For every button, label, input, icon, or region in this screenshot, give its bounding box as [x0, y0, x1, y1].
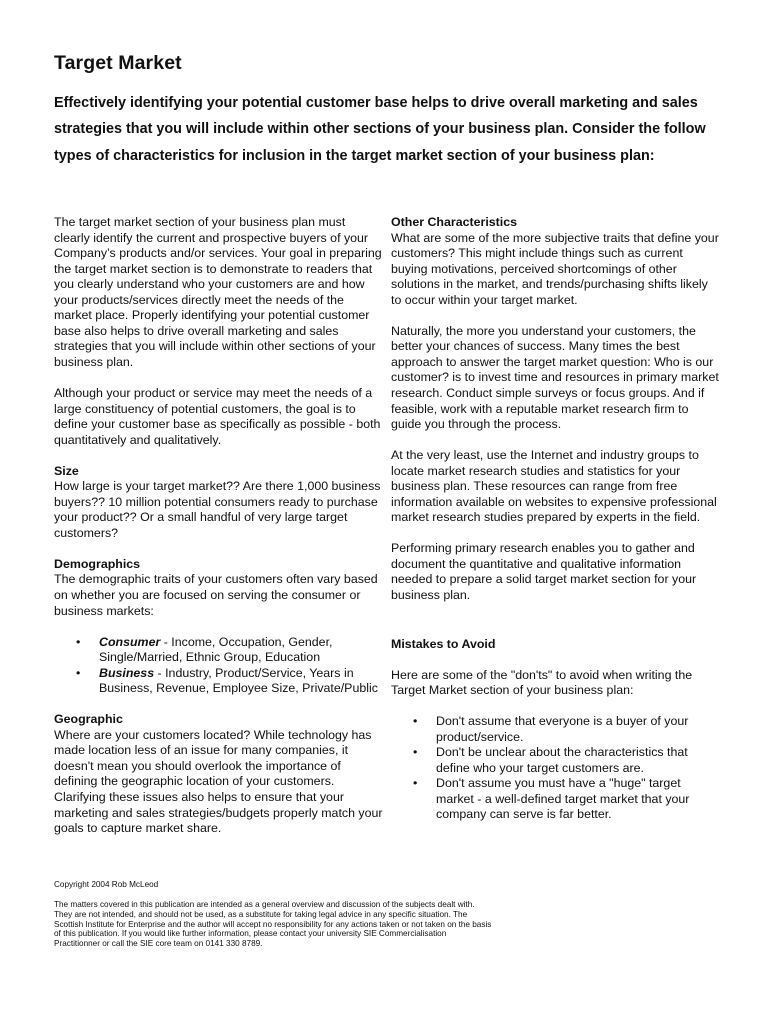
demographics-paragraph: The demographic traits of your customers often vary based on whether you are focused on serving the consumer or business markets:	[54, 572, 378, 618]
target-market-paragraph: The target market section of your business plan must clearly identify the current and prospective buyers of your Company’s products and/or services. Your goal in preparing the target market section is to demonstrate to readers that you clearly understand who your customers are and how your products/services directly meet the needs of the market place. Properly identifying your potential customer base also helps to drive overall marketing and sales strategies that you will include within other sections of your business plan.	[54, 215, 382, 369]
mistakes-list	[391, 714, 721, 823]
disclaimer-text: The matters covered in this publication are intended as a general overview and discussion of the subjects dealt with. They are not intended, and should not be used, as a substitute for taking legal advice in any specific situation. The Scottish Institute for Enterprise and the author will accept no responsibility for any actions taken or not taken on the basis of this publication. If you would like further information, please contact your university SIE Commercialisation Practitionner or call the SIE core team on 0141 330 8789.	[54, 900, 492, 949]
intro-paragraph: Effectively identifying your potential customer base helps to drive overall marketing and sales strategies that you will include within other sections of your business plan. Consider the follow types of characteristics for inclusion in the target market section of your business plan:	[54, 95, 706, 164]
size-heading: Size	[54, 463, 79, 478]
bullet-text: Don't assume you must have a "huge" target market - a well-defined target market that your company can serve is far better.	[436, 776, 690, 822]
copyright-notice: Copyright 2004 Rob McLeod	[54, 880, 159, 889]
list-item	[391, 714, 721, 745]
right-column	[391, 215, 721, 823]
bullet-icon: •	[76, 634, 81, 649]
list-item	[391, 776, 721, 823]
primary-research-paragraph: Performing primary research enables you to gather and document the quantitative and qualitative information needed to prepare a solid target market section for your business plan.	[391, 541, 697, 602]
bullet-term: Business	[99, 665, 155, 680]
size-paragraph: How large is your target market?? Are there 1,000 business buyers?? 10 million potential consumers ready to purchase your product?? Or a small handful of very large target customers?	[54, 479, 381, 540]
naturally-paragraph: Naturally, the more you understand your customers, the better your chances of success. Many times the best approach to answer the target market question: Who is our customer? is to invest time and resources in primary market research. Conduct simple surveys or focus groups. And if feasible, work with a reputable market research firm to guide you through the process.	[391, 323, 719, 432]
bullet-icon: •	[76, 665, 81, 680]
bullet-term: Consumer	[99, 634, 161, 649]
mistakes-intro-paragraph: Here are some of the "don'ts" to avoid when writing the Target Market section of your business plan:	[391, 667, 693, 698]
internet-paragraph: At the very least, use the Internet and industry groups to locate market research studies and statistics for your business plan. These resources can range from free information available on websites to expensive professional market research studies prepared by experts in the field.	[391, 448, 717, 525]
bullet-text: Don't assume that everyone is a buyer of your product/service.	[436, 714, 689, 744]
other-characteristics-paragraph: What are some of the more subjective traits that define your customers? This might include things such as current buying motivations, perceived shortcomings of other solutions in the market, and trends/purchasing shifts likely to occur within your target market.	[391, 230, 719, 307]
list-item	[54, 635, 384, 666]
demographics-list	[54, 635, 384, 697]
constituency-paragraph: Although your product or service may meet the needs of a large constituency of potential customers, the goal is to define your customer base as specifically as possible - both quantitatively and qualitatively.	[54, 385, 381, 447]
demographics-heading: Demographics	[54, 556, 141, 571]
page-title: Target Market	[54, 52, 182, 74]
left-column	[54, 215, 384, 837]
geographic-paragraph: Where are your customers located? While technology has made location less of an issue for many companies, it doesn't mean you should overlook the importance of defining the geographic location of your customers. Clarifying these issues also helps to ensure that your marketing and sales strategies/budgets properly match your goals to capture market share.	[54, 727, 383, 836]
bullet-icon: •	[413, 714, 418, 729]
mistakes-heading: Mistakes to Avoid	[391, 636, 496, 651]
geographic-heading: Geographic	[54, 712, 123, 727]
bullet-text: Don't be unclear about the characteristics that define who your target customers are.	[436, 745, 688, 775]
bullet-icon: •	[413, 745, 418, 760]
other-characteristics-heading: Other Characteristics	[391, 215, 518, 229]
list-item	[391, 745, 721, 776]
list-item	[54, 666, 384, 697]
bullet-text: - Income, Occupation, Gender, Single/Married, Ethnic Group, Education	[99, 634, 333, 665]
bullet-icon: •	[413, 776, 418, 791]
bullet-text: - Industry, Product/Service, Years in Business, Revenue, Employee Size, Private/Public	[99, 665, 378, 696]
